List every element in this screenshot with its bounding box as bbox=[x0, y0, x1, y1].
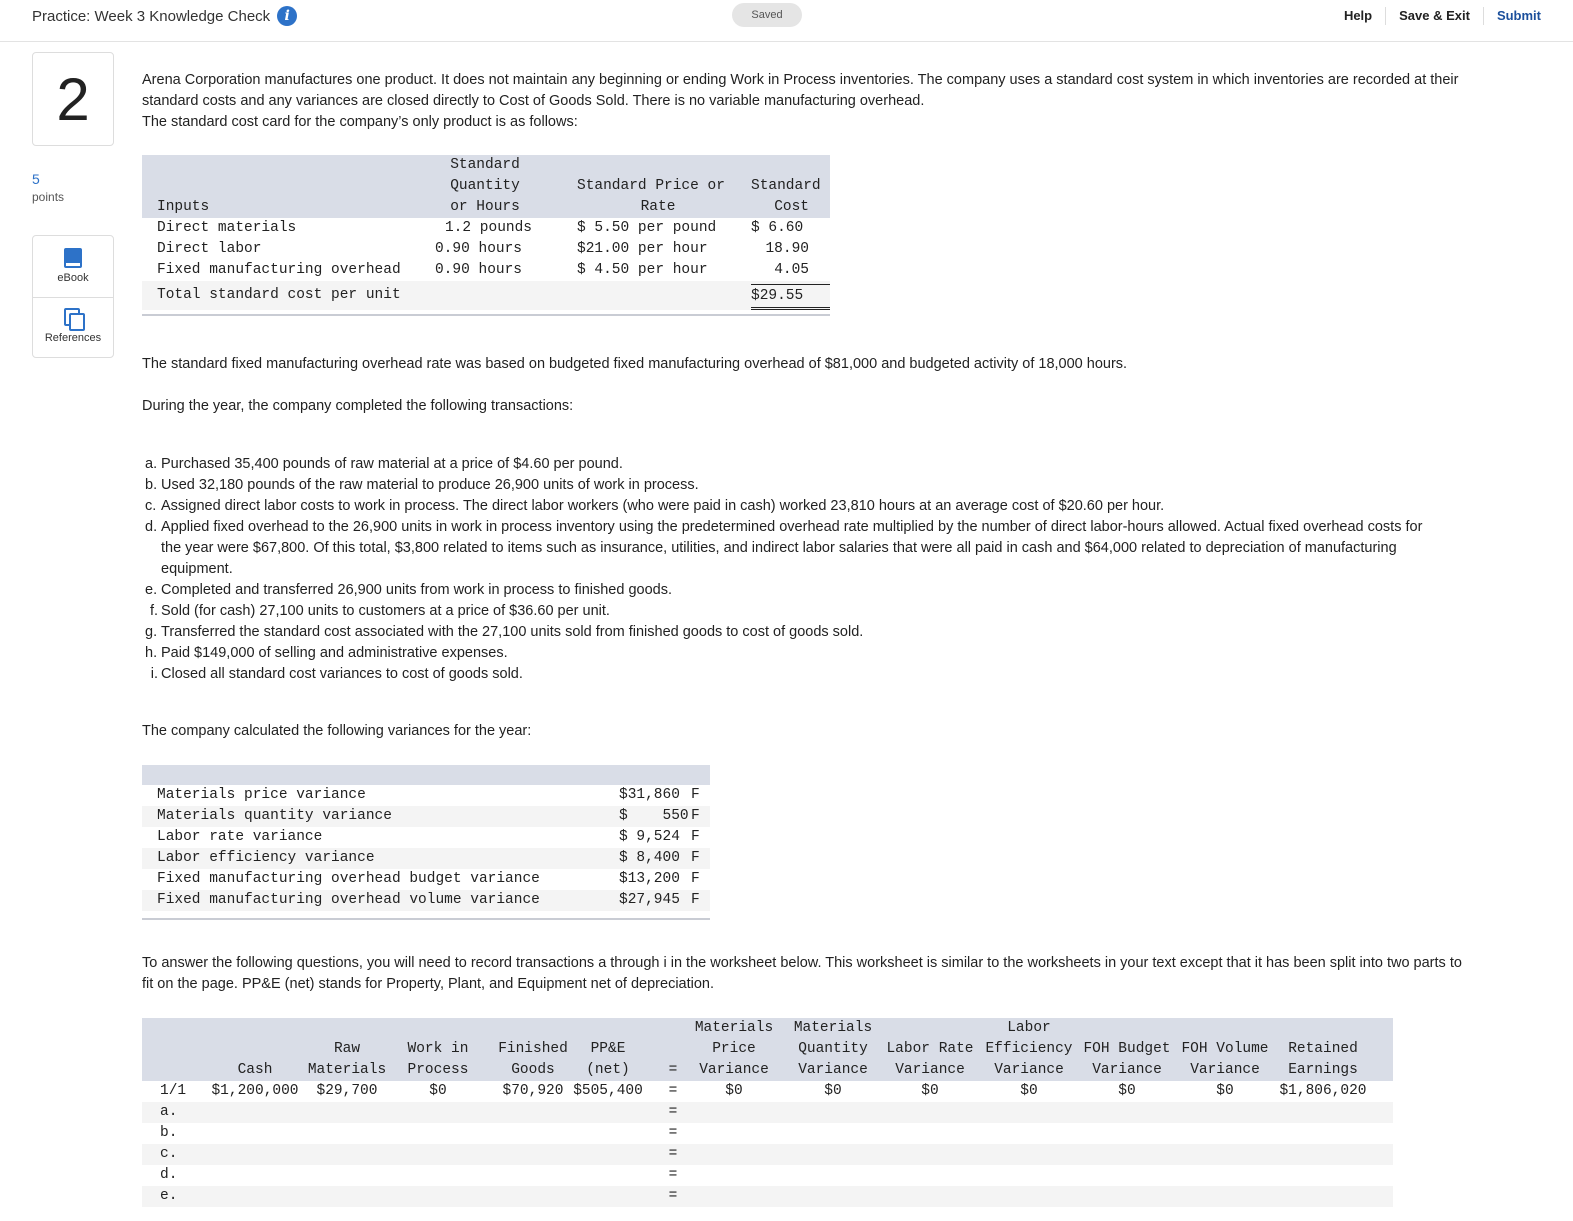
worksheet-column-header: Quantity bbox=[798, 1041, 868, 1057]
worksheet-column-header: Materials bbox=[307, 1062, 387, 1078]
variance-flag: F bbox=[691, 892, 700, 908]
variance-label: Labor rate variance bbox=[157, 829, 323, 845]
worksheet-column-header: Price bbox=[712, 1041, 756, 1057]
worksheet-column-header: FOH Volume bbox=[1181, 1041, 1269, 1057]
worksheet-row bbox=[142, 1144, 1393, 1165]
variance-amount: $ 9,524 bbox=[619, 829, 680, 845]
variance-row bbox=[142, 869, 710, 890]
equals-sign: = bbox=[668, 1188, 678, 1204]
transaction-text: Used 32,180 pounds of the raw material to produce 26,900 units of work in process. bbox=[161, 477, 699, 493]
references-button[interactable] bbox=[33, 308, 113, 344]
worksheet-cell: $505,400 bbox=[573, 1083, 643, 1099]
assignment-title bbox=[32, 6, 297, 26]
cost-total-row bbox=[142, 281, 830, 310]
variance-flag: F bbox=[691, 871, 700, 887]
worksheet-cell: $0 bbox=[725, 1083, 743, 1099]
tools-divider bbox=[33, 297, 113, 298]
worksheet-cell: $70,920 bbox=[502, 1083, 564, 1099]
worksheet-column-header: PP&E bbox=[590, 1041, 626, 1057]
cost-row bbox=[142, 260, 830, 281]
cost-amount: $ 6.60 bbox=[751, 220, 804, 236]
assignment-title-text: Practice: Week 3 Knowledge Check bbox=[32, 7, 271, 25]
transaction-text: Assigned direct labor costs to work in process. The direct labor workers (who were paid in cash) worked 23,810 hours at an average cost of $20.60 per hour. bbox=[161, 498, 1165, 514]
worksheet-body bbox=[142, 1081, 1393, 1207]
cost-qty: 1.2 pounds bbox=[444, 220, 532, 236]
help-button[interactable]: Help bbox=[1331, 7, 1386, 25]
worksheet-column-header: Variance bbox=[699, 1062, 769, 1078]
cost-qty: 0.90 hours bbox=[434, 262, 522, 278]
variances-intro: The company calculated the following variances for the year: bbox=[142, 723, 532, 739]
transaction-item bbox=[145, 580, 1445, 601]
variance-label: Materials price variance bbox=[157, 787, 366, 803]
transaction-item bbox=[145, 517, 1445, 580]
info-icon[interactable]: i bbox=[277, 6, 297, 26]
variance-amount: $31,860 bbox=[619, 787, 680, 803]
variance-row bbox=[142, 890, 710, 911]
worksheet-row-label: e. bbox=[160, 1188, 178, 1204]
transactions-intro: During the year, the company completed the following transactions: bbox=[142, 398, 574, 414]
worksheet-column-header: Labor bbox=[1007, 1020, 1051, 1036]
worksheet-cell: $0 bbox=[1020, 1083, 1038, 1099]
cost-card-header bbox=[142, 155, 830, 218]
worksheet-row bbox=[142, 1165, 1393, 1186]
ebook-button[interactable] bbox=[33, 248, 113, 284]
worksheet-column-header: Work in bbox=[407, 1041, 469, 1057]
variance-flag: F bbox=[691, 829, 700, 845]
variance-amount: $ 8,400 bbox=[619, 850, 680, 866]
header-cost-1: Standard bbox=[751, 178, 821, 194]
transactions-list bbox=[145, 454, 1445, 685]
transaction-text: Paid $149,000 of selling and administrative expenses. bbox=[161, 645, 508, 661]
worksheet-cell: $0 bbox=[1216, 1083, 1234, 1099]
worksheet-column-header: Variance bbox=[1092, 1062, 1162, 1078]
variance-label: Fixed manufacturing overhead volume variance bbox=[157, 892, 540, 908]
equals-sign: = bbox=[668, 1167, 678, 1183]
transaction-key: g. bbox=[145, 624, 158, 640]
worksheet-row-label: a. bbox=[160, 1104, 178, 1120]
transaction-text: Completed and transferred 26,900 units from work in process to finished goods. bbox=[161, 582, 672, 598]
transaction-item bbox=[145, 475, 1445, 496]
transaction-item bbox=[145, 454, 1445, 475]
header-price-2: Rate bbox=[640, 199, 676, 215]
worksheet-cell: $0 bbox=[1118, 1083, 1136, 1099]
worksheet-row bbox=[142, 1102, 1393, 1123]
variance-flag: F bbox=[691, 850, 700, 866]
cost-row bbox=[142, 218, 830, 239]
transaction-text: Purchased 35,400 pounds of raw material at a price of $4.60 per pound. bbox=[161, 456, 623, 472]
worksheet-column-header: Variance bbox=[1190, 1062, 1260, 1078]
worksheet-row bbox=[142, 1123, 1393, 1144]
cost-input: Direct materials bbox=[157, 220, 297, 236]
top-bar bbox=[0, 0, 1573, 42]
worksheet-column-header: Earnings bbox=[1288, 1062, 1358, 1078]
transaction-text: Sold (for cash) 27,100 units to customers at a price of $36.60 per unit. bbox=[161, 603, 610, 619]
variance-amount: $27,945 bbox=[619, 892, 680, 908]
transaction-key: c. bbox=[145, 498, 157, 514]
transaction-key: d. bbox=[145, 519, 158, 535]
worksheet-column-header: Retained bbox=[1288, 1041, 1358, 1057]
ebook-label: eBook bbox=[57, 272, 89, 284]
total-amount: $29.55 bbox=[751, 284, 830, 310]
header-cost-2: Cost bbox=[774, 199, 809, 215]
worksheet-column-header: Materials bbox=[694, 1020, 774, 1036]
variance-amount: $ 550 bbox=[619, 808, 689, 824]
transaction-text: Applied fixed overhead to the 26,900 units in work in process inventory using the predetermined overhead rate multiplied by the number of direct labor-hours allowed. Actual fixed overhead costs for the year were $67,800. Of this total, $3,800 related to items such as insurance, utilities, and indirect labor salaries that were all paid in cash and $64,000 related to depreciation of manufacturing equipment. bbox=[161, 519, 1423, 577]
transaction-item bbox=[145, 664, 1445, 685]
worksheet-row-label: c. bbox=[160, 1146, 178, 1162]
standard-cost-card-table bbox=[142, 155, 830, 316]
submit-button[interactable]: Submit bbox=[1496, 8, 1541, 23]
transaction-key: f. bbox=[149, 603, 158, 619]
cost-amount: 4.05 bbox=[774, 262, 809, 278]
worksheet-column-header: Materials bbox=[793, 1020, 873, 1036]
transaction-item bbox=[145, 496, 1445, 517]
equals-sign: = bbox=[668, 1125, 678, 1141]
worksheet-column-header: Raw bbox=[333, 1041, 361, 1057]
variances-footer bbox=[142, 911, 710, 920]
variance-amount: $13,200 bbox=[619, 871, 680, 887]
cost-card-footer bbox=[142, 310, 830, 316]
points-label: points bbox=[32, 190, 65, 204]
points-value: 5 bbox=[32, 171, 40, 187]
total-label: Total standard cost per unit bbox=[157, 287, 401, 303]
worksheet-column-header: Efficiency bbox=[985, 1041, 1073, 1057]
cost-amount: 18.90 bbox=[765, 241, 809, 257]
worksheet-header bbox=[142, 1018, 1393, 1081]
equals-sign: = bbox=[668, 1104, 678, 1120]
variance-row bbox=[142, 785, 710, 806]
transaction-item bbox=[145, 643, 1445, 664]
saved-status-badge: Saved bbox=[732, 3, 802, 27]
variance-label: Fixed manufacturing overhead budget variance bbox=[157, 871, 540, 887]
transaction-key: e. bbox=[145, 582, 158, 598]
variance-row bbox=[142, 827, 710, 848]
cost-input: Direct labor bbox=[157, 241, 262, 257]
equals-sign: = bbox=[668, 1083, 678, 1099]
cost-qty: 0.90 hours bbox=[434, 241, 522, 257]
header-qty-1: Standard bbox=[450, 157, 520, 173]
transaction-item bbox=[145, 601, 1445, 622]
variance-row bbox=[142, 848, 710, 869]
intro-paragraph bbox=[142, 70, 1472, 133]
worksheet-row-label: b. bbox=[160, 1125, 178, 1141]
worksheet-cell: $0 bbox=[824, 1083, 842, 1099]
save-exit-button[interactable]: Save & Exit bbox=[1386, 7, 1484, 25]
transaction-item bbox=[145, 622, 1445, 643]
header-qty-2: Quantity bbox=[450, 178, 520, 194]
worksheet-column-header: FOH Budget bbox=[1083, 1041, 1171, 1057]
top-actions bbox=[1331, 7, 1547, 25]
variance-row bbox=[142, 806, 710, 827]
transaction-text: Transferred the standard cost associated with the 27,100 units sold from finished goods to cost of goods sold. bbox=[161, 624, 864, 640]
question-number: 2 bbox=[32, 52, 114, 146]
transaction-key: a. bbox=[145, 456, 158, 472]
worksheet-cell: $0 bbox=[429, 1083, 447, 1099]
worksheet-cell: $0 bbox=[921, 1083, 939, 1099]
variance-label: Materials quantity variance bbox=[157, 808, 392, 824]
budget-paragraph: The standard fixed manufacturing overhead rate was based on budgeted fixed manufacturing overhead of $81,000 and budgeted activity of 18,000 hours. bbox=[142, 356, 1128, 372]
variances-table bbox=[142, 765, 710, 920]
worksheet-column-header: = bbox=[668, 1062, 678, 1078]
question-tools bbox=[32, 235, 114, 358]
header-qty-3: or Hours bbox=[450, 199, 520, 215]
worksheet-column-header: Goods bbox=[511, 1062, 555, 1078]
worksheet-row-label: 1/1 bbox=[160, 1083, 187, 1099]
worksheet-column-header: Variance bbox=[994, 1062, 1064, 1078]
transaction-text: Closed all standard cost variances to cost of goods sold. bbox=[161, 666, 523, 682]
transaction-key: b. bbox=[145, 477, 158, 493]
worksheet-column-header: Process bbox=[407, 1062, 469, 1078]
worksheet-column-header: Variance bbox=[798, 1062, 868, 1078]
equals-sign: = bbox=[668, 1146, 678, 1162]
cost-price: $ 5.50 per pound bbox=[577, 220, 717, 236]
worksheet-column-header: (net) bbox=[586, 1062, 630, 1078]
book-icon bbox=[64, 248, 82, 268]
worksheet-column-header: Cash bbox=[237, 1062, 273, 1078]
transaction-key: h. bbox=[145, 645, 158, 661]
copy-icon bbox=[64, 308, 82, 328]
cost-price: $ 4.50 per hour bbox=[577, 262, 708, 278]
worksheet-cell: $1,806,020 bbox=[1279, 1083, 1367, 1099]
intro-text: Arena Corporation manufactures one product. It does not maintain any beginning or ending Work in Process inventories. The company uses a standard cost system in which inventories are recorded at their standard costs and any variances are closed directly to Cost of Goods Sold. There is no variable manufacturing overhead. bbox=[142, 72, 1459, 109]
worksheet-row bbox=[142, 1081, 1393, 1102]
header-price-1: Standard Price or bbox=[577, 178, 725, 194]
worksheet-column-header: Variance bbox=[895, 1062, 965, 1078]
variances-header bbox=[142, 765, 710, 785]
worksheet-row-label: d. bbox=[160, 1167, 178, 1183]
worksheet-table bbox=[142, 1018, 1393, 1207]
worksheet-cell: $29,700 bbox=[316, 1083, 378, 1099]
worksheet-column-header: Labor Rate bbox=[886, 1041, 974, 1057]
worksheet-column-header: Finished bbox=[498, 1041, 568, 1057]
cost-row bbox=[142, 239, 830, 260]
variance-label: Labor efficiency variance bbox=[157, 850, 375, 866]
intro-text-2: The standard cost card for the company’s only product is as follows: bbox=[142, 114, 578, 130]
header-inputs: Inputs bbox=[157, 199, 210, 215]
transaction-key: i. bbox=[150, 666, 158, 682]
worksheet-intro: To answer the following questions, you will need to record transactions a through i in the worksheet below. This worksheet is similar to the worksheets in your text except that it has been split into two parts to fit on the page. PP&E (net) stands for Property, Plant, and Equipment net of depreciation. bbox=[142, 955, 1462, 992]
variance-flag: F bbox=[691, 808, 700, 824]
worksheet-cell: $1,200,000 bbox=[211, 1083, 299, 1099]
cost-price: $21.00 per hour bbox=[577, 241, 708, 257]
worksheet-row bbox=[142, 1186, 1393, 1207]
references-label: References bbox=[44, 332, 102, 344]
variance-flag: F bbox=[691, 787, 700, 803]
cost-input: Fixed manufacturing overhead bbox=[157, 262, 401, 278]
